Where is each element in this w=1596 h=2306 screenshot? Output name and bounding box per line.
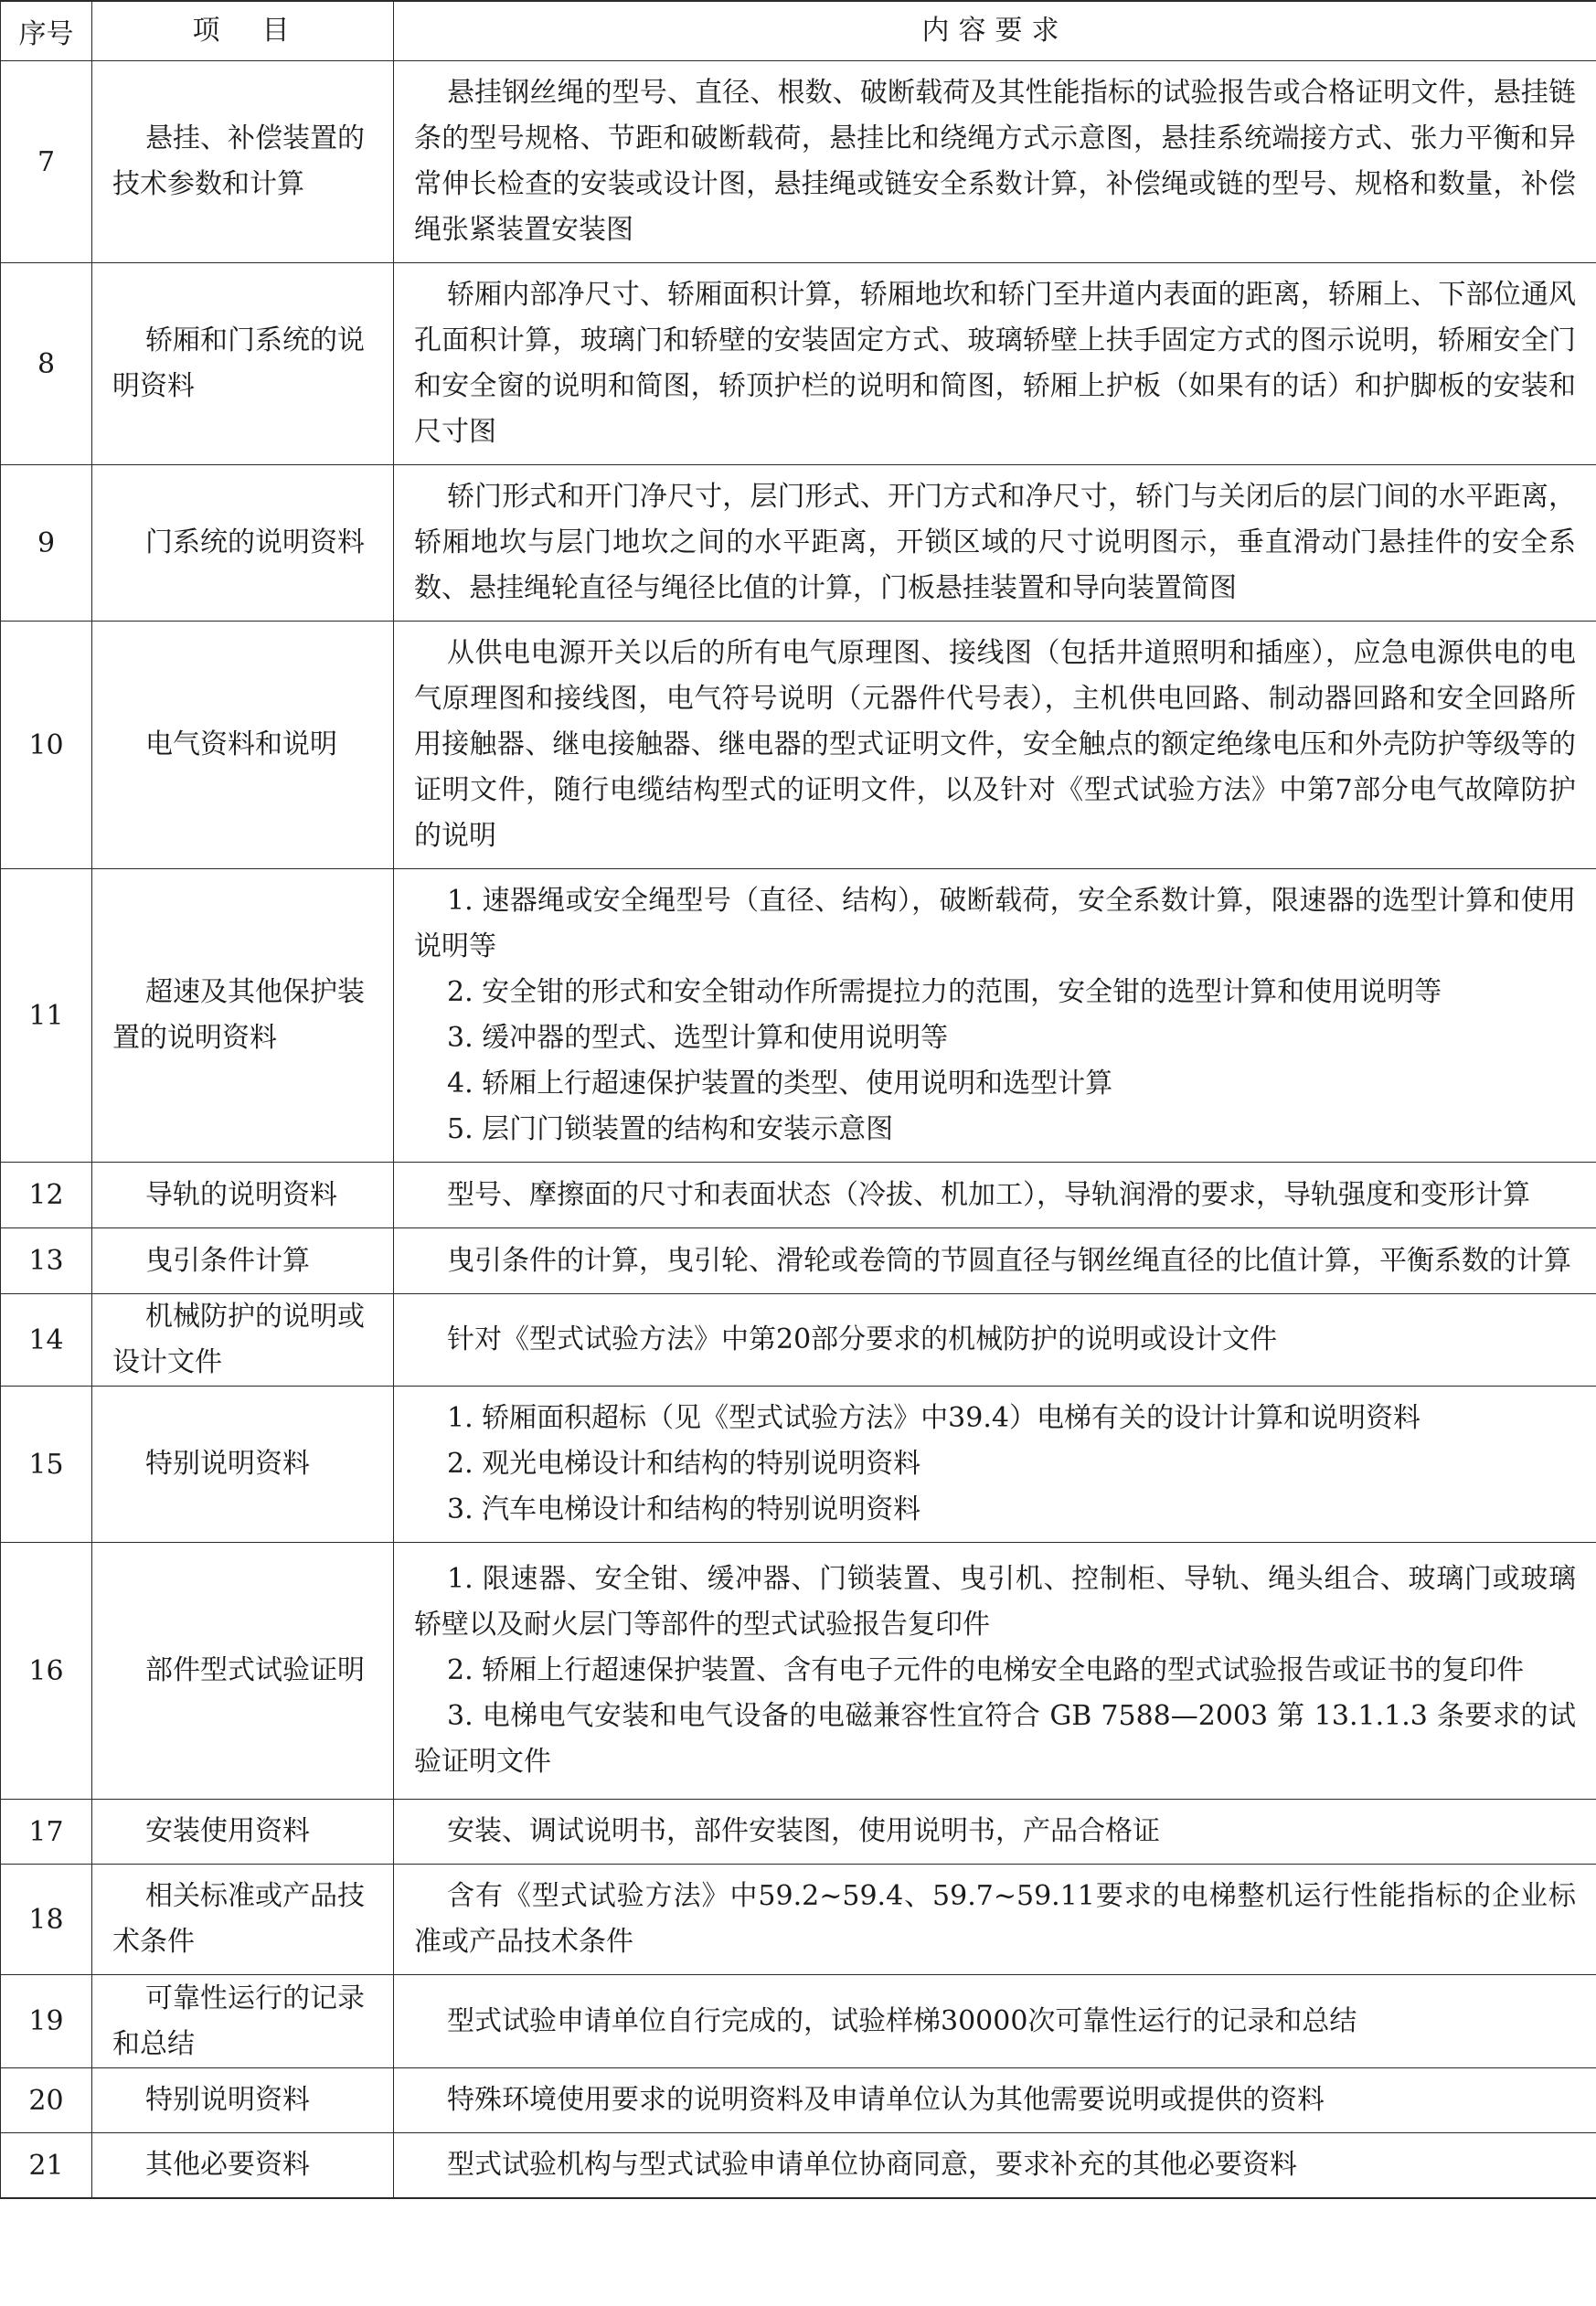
row-number: 9 bbox=[1, 465, 92, 622]
row-item-cell bbox=[92, 622, 394, 869]
row-number: 16 bbox=[1, 1543, 92, 1800]
table-row bbox=[1, 1800, 1596, 1865]
content-list-item: 3. 汽车电梯设计和结构的特别说明资料 bbox=[447, 1493, 921, 1525]
row-content-cell bbox=[394, 1543, 1596, 1800]
content-list-item: 2. 安全钳的形式和安全钳动作所需提拉力的范围，安全钳的选型计算和使用说明等 bbox=[447, 976, 1442, 1008]
row-item-cell bbox=[92, 869, 394, 1163]
header-content: 内容要求 bbox=[394, 1, 1596, 61]
table-row bbox=[1, 869, 1596, 1163]
row-number: 13 bbox=[1, 1228, 92, 1294]
content-paragraph: 型号、摩擦面的尺寸和表面状态（冷拔、机加工），导轨润滑的要求，导轨强度和变形计算 bbox=[447, 1178, 1530, 1211]
row-content-cell bbox=[394, 465, 1596, 622]
table-row bbox=[1, 1294, 1596, 1387]
row-item: 机械防护的说明或设计文件 bbox=[112, 1301, 365, 1378]
row-number: 19 bbox=[1, 1975, 92, 2068]
row-number: 10 bbox=[1, 622, 92, 869]
table-row bbox=[1, 622, 1596, 869]
table-row bbox=[1, 1865, 1596, 1975]
content-paragraph: 针对《型式试验方法》中第20部分要求的机械防护的说明或设计文件 bbox=[447, 1323, 1278, 1355]
row-item-cell bbox=[92, 1865, 394, 1975]
row-item: 部件型式试验证明 bbox=[145, 1654, 365, 1686]
row-content-cell bbox=[394, 1800, 1596, 1865]
header-no: 序号 bbox=[1, 1, 92, 61]
table-row bbox=[1, 1543, 1596, 1800]
content-list-item: 1. 速器绳或安全绳型号（直径、结构），破断载荷，安全系数计算，限速器的选型计算和使用说明等 bbox=[414, 885, 1576, 962]
content-paragraph: 安装、调试说明书，部件安装图，使用说明书，产品合格证 bbox=[447, 1815, 1160, 1847]
table-row bbox=[1, 263, 1596, 465]
table-row bbox=[1, 465, 1596, 622]
row-number: 8 bbox=[1, 263, 92, 465]
row-item: 其他必要资料 bbox=[145, 2149, 310, 2181]
content-list-item: 2. 轿厢上行超速保护装置、含有电子元件的电梯安全电路的型式试验报告或证书的复印件 bbox=[447, 1654, 1525, 1686]
content-list-item: 3. 电梯电气安装和电气设备的电磁兼容性宜符合 GB 7588—2003 第 13.1.1.3 条要求的试验证明文件 bbox=[414, 1700, 1576, 1778]
row-content-cell bbox=[394, 622, 1596, 869]
row-content-cell bbox=[394, 869, 1596, 1163]
row-item-cell bbox=[92, 465, 394, 622]
row-item: 安装使用资料 bbox=[145, 1815, 310, 1847]
row-content-cell bbox=[394, 1975, 1596, 2068]
table-body bbox=[1, 61, 1596, 2199]
row-item: 门系统的说明资料 bbox=[145, 526, 365, 558]
row-item-cell bbox=[92, 1387, 394, 1543]
row-item-cell bbox=[92, 1294, 394, 1387]
row-item: 超速及其他保护装置的说明资料 bbox=[112, 976, 365, 1054]
row-item: 相关标准或产品技术条件 bbox=[112, 1880, 365, 1958]
row-item: 可靠性运行的记录和总结 bbox=[112, 1982, 365, 2060]
row-content-cell bbox=[394, 2133, 1596, 2199]
row-item: 特别说明资料 bbox=[145, 2084, 310, 2116]
content-list-item: 1. 限速器、安全钳、缓冲器、门锁装置、曳引机、控制柜、导轨、绳头组合、玻璃门或玻璃轿壁以及耐火层门等部件的型式试验报告复印件 bbox=[414, 1563, 1576, 1641]
content-paragraph: 含有《型式试验方法》中59.2~59.4、59.7~59.11要求的电梯整机运行性能指标的企业标准或产品技术条件 bbox=[414, 1880, 1576, 1958]
content-paragraph: 轿门形式和开门净尺寸，层门形式、开门方式和净尺寸，轿门与关闭后的层门间的水平距离，轿厢地坎与层门地坎之间的水平距离，开锁区域的尺寸说明图示，垂直滑动门悬挂件的安全系数、悬挂绳轮直径与绳径比值的计算，门板悬挂装置和导向装置简图 bbox=[414, 481, 1576, 604]
table-row bbox=[1, 61, 1596, 263]
row-item-cell bbox=[92, 2068, 394, 2133]
row-content-cell bbox=[394, 1163, 1596, 1228]
row-number: 12 bbox=[1, 1163, 92, 1228]
row-number: 20 bbox=[1, 2068, 92, 2133]
content-paragraph: 轿厢内部净尺寸、轿厢面积计算，轿厢地坎和轿门至井道内表面的距离，轿厢上、下部位通风孔面积计算，玻璃门和轿壁的安装固定方式、玻璃轿壁上扶手固定方式的图示说明，轿厢安全门和安全窗的说明和简图，轿顶护栏的说明和简图，轿厢上护板（如果有的话）和护脚板的安装和尺寸图 bbox=[414, 279, 1576, 448]
row-item: 曳引条件计算 bbox=[145, 1244, 310, 1277]
content-list-item: 5. 层门门锁装置的结构和安装示意图 bbox=[447, 1113, 894, 1145]
header-item: 项 目 bbox=[92, 1, 394, 61]
row-content-cell bbox=[394, 1865, 1596, 1975]
table-row bbox=[1, 1228, 1596, 1294]
content-list-item: 3. 缓冲器的型式、选型计算和使用说明等 bbox=[447, 1022, 949, 1054]
row-number: 14 bbox=[1, 1294, 92, 1387]
row-content-cell bbox=[394, 263, 1596, 465]
row-item-cell bbox=[92, 1975, 394, 2068]
row-item: 电气资料和说明 bbox=[145, 728, 337, 760]
content-list-item: 1. 轿厢面积超标（见《型式试验方法》中39.4）电梯有关的设计计算和说明资料 bbox=[447, 1402, 1420, 1434]
table-row bbox=[1, 1387, 1596, 1543]
row-item: 特别说明资料 bbox=[145, 1448, 310, 1480]
row-item-cell bbox=[92, 1543, 394, 1800]
row-number: 17 bbox=[1, 1800, 92, 1865]
row-item-cell bbox=[92, 1228, 394, 1294]
table-row bbox=[1, 2068, 1596, 2133]
row-content-cell bbox=[394, 1228, 1596, 1294]
content-paragraph: 特殊环境使用要求的说明资料及申请单位认为其他需要说明或提供的资料 bbox=[447, 2084, 1325, 2116]
row-number: 18 bbox=[1, 1865, 92, 1975]
content-paragraph: 悬挂钢丝绳的型号、直径、根数、破断载荷及其性能指标的试验报告或合格证明文件，悬挂链条的型号规格、节距和破断载荷，悬挂比和绕绳方式示意图，悬挂系统端接方式、张力平衡和异常伸长检查的安装或设计图，悬挂绳或链安全系数计算，补偿绳或链的型号、规格和数量，补偿绳张紧装置安装图 bbox=[414, 77, 1576, 246]
content-paragraph: 从供电电源开关以后的所有电气原理图、接线图（包括井道照明和插座），应急电源供电的电气原理图和接线图，电气符号说明（元器件代号表），主机供电回路、制动器回路和安全回路所用接触器、继电接触器、继电器的型式证明文件，安全触点的额定绝缘电压和外壳防护等级等的证明文件，随行电缆结构型式的证明文件，以及针对《型式试验方法》中第7部分电气故障防护的说明 bbox=[414, 637, 1576, 852]
table-row bbox=[1, 1163, 1596, 1228]
table-header-row bbox=[1, 1, 1596, 61]
table-row bbox=[1, 1975, 1596, 2068]
content-paragraph: 型式试验申请单位自行完成的，试验样梯30000次可靠性运行的记录和总结 bbox=[447, 2004, 1357, 2037]
row-item-cell bbox=[92, 1800, 394, 1865]
table-row bbox=[1, 2133, 1596, 2199]
row-content-cell bbox=[394, 1387, 1596, 1543]
row-number: 15 bbox=[1, 1387, 92, 1543]
content-list-item: 4. 轿厢上行超速保护装置的类型、使用说明和选型计算 bbox=[447, 1068, 1113, 1100]
row-item: 导轨的说明资料 bbox=[145, 1178, 337, 1211]
row-item-cell bbox=[92, 1163, 394, 1228]
row-item-cell bbox=[92, 61, 394, 263]
row-item: 悬挂、补偿装置的技术参数和计算 bbox=[112, 122, 365, 200]
row-content-cell bbox=[394, 2068, 1596, 2133]
content-paragraph: 型式试验机构与型式试验申请单位协商同意，要求补充的其他必要资料 bbox=[447, 2149, 1297, 2181]
row-content-cell bbox=[394, 1294, 1596, 1387]
row-item-cell bbox=[92, 2133, 394, 2199]
row-number: 11 bbox=[1, 869, 92, 1163]
row-item-cell bbox=[92, 263, 394, 465]
row-number: 7 bbox=[1, 61, 92, 263]
content-paragraph: 曳引条件的计算，曳引轮、滑轮或卷筒的节圆直径与钢丝绳直径的比值计算，平衡系数的计算 bbox=[447, 1244, 1571, 1277]
row-content-cell bbox=[394, 61, 1596, 263]
content-list-item: 2. 观光电梯设计和结构的特别说明资料 bbox=[447, 1448, 921, 1480]
row-number: 21 bbox=[1, 2133, 92, 2199]
row-item: 轿厢和门系统的说明资料 bbox=[112, 324, 365, 402]
